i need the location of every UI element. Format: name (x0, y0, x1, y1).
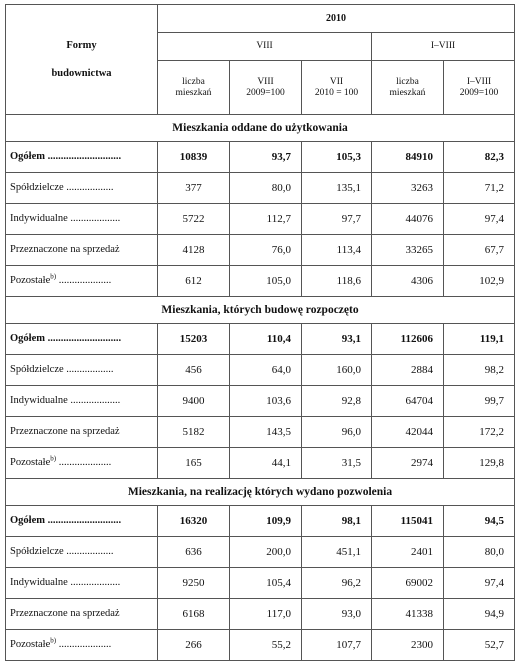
cell-value: 456 (158, 355, 230, 386)
cell-value: 2974 (372, 448, 444, 479)
section-title: Mieszkania oddane do użytkowania (6, 115, 515, 142)
footnote-marker: b) (50, 636, 57, 645)
col-header-count (158, 61, 230, 115)
row-label (6, 142, 158, 173)
cell-value: 93,1 (302, 324, 372, 355)
cell-value: 64704 (372, 386, 444, 417)
table-row (6, 448, 515, 479)
table-row (6, 630, 515, 661)
cell-value: 71,2 (444, 173, 515, 204)
row-label (6, 235, 158, 266)
row-header-line-2: budownictwa (51, 67, 112, 79)
cell-value: 41338 (372, 599, 444, 630)
row-label-text: Pozostałe (10, 457, 51, 468)
table-row (6, 568, 515, 599)
cell-value: 67,7 (444, 235, 515, 266)
cell-value: 69002 (372, 568, 444, 599)
cell-value: 135,1 (302, 173, 372, 204)
cell-value: 377 (158, 173, 230, 204)
cell-value: 42044 (372, 417, 444, 448)
year-header: 2010 (158, 5, 515, 33)
cell-value: 109,9 (230, 506, 302, 537)
row-label (6, 386, 158, 417)
table-row (6, 324, 515, 355)
cell-value: 129,8 (444, 448, 515, 479)
table-row (6, 599, 515, 630)
cell-value: 44,1 (230, 448, 302, 479)
row-label (6, 173, 158, 204)
cell-value: 80,0 (444, 537, 515, 568)
cell-value: 15203 (158, 324, 230, 355)
section-header-row (6, 297, 515, 324)
cell-value: 266 (158, 630, 230, 661)
cell-value: 112606 (372, 324, 444, 355)
cell-value: 76,0 (230, 235, 302, 266)
section-title: Mieszkania, których budowę rozpoczęto (6, 297, 515, 324)
row-label-text: Spółdzielcze .................. (10, 364, 114, 375)
cell-value: 94,5 (444, 506, 515, 537)
cell-value: 92,8 (302, 386, 372, 417)
cell-value: 82,3 (444, 142, 515, 173)
cell-value: 80,0 (230, 173, 302, 204)
row-label-text: Ogółem ............................ (10, 333, 122, 344)
row-header-cell (6, 5, 158, 115)
cell-value: 97,4 (444, 204, 515, 235)
cell-value: 96,0 (302, 417, 372, 448)
cell-value: 94,9 (444, 599, 515, 630)
cell-value: 6168 (158, 599, 230, 630)
row-label-leader: .................... (56, 639, 112, 650)
period-viii-header: VIII (158, 33, 372, 61)
col-header-vii-2010-line-1: VII (329, 76, 344, 87)
col-header-i-viii-2009-line-1: I–VIII (466, 76, 492, 87)
row-label (6, 324, 158, 355)
row-label (6, 417, 158, 448)
row-label-text: Przeznaczone na sprzedaż (10, 608, 120, 619)
row-label-text: Ogółem ............................ (10, 515, 122, 526)
cell-value: 98,1 (302, 506, 372, 537)
cell-value: 119,1 (444, 324, 515, 355)
cell-value: 110,4 (230, 324, 302, 355)
table-row (6, 204, 515, 235)
row-label (6, 568, 158, 599)
cell-value: 4306 (372, 266, 444, 297)
cell-value: 612 (158, 266, 230, 297)
col-header-count-b-line-1: liczba (396, 76, 419, 87)
table-row (6, 386, 515, 417)
table-row (6, 417, 515, 448)
cell-value: 97,7 (302, 204, 372, 235)
col-header-i-viii-2009 (444, 61, 515, 115)
cell-value: 84910 (372, 142, 444, 173)
col-header-count-b (372, 61, 444, 115)
row-label-text: Spółdzielcze .................. (10, 546, 114, 557)
row-label (6, 506, 158, 537)
section-header-row (6, 479, 515, 506)
cell-value: 2884 (372, 355, 444, 386)
row-label-text: Pozostałe (10, 639, 51, 650)
row-label (6, 204, 158, 235)
col-header-viii-2009-line-2: 2009=100 (246, 87, 285, 98)
cell-value: 5182 (158, 417, 230, 448)
row-label (6, 537, 158, 568)
table-row (6, 173, 515, 204)
cell-value: 112,7 (230, 204, 302, 235)
cell-value: 55,2 (230, 630, 302, 661)
cell-value: 165 (158, 448, 230, 479)
table-row (6, 537, 515, 568)
cell-value: 105,4 (230, 568, 302, 599)
cell-value: 160,0 (302, 355, 372, 386)
footnote-marker: b) (50, 272, 57, 281)
row-label-text: Indywidualne ................... (10, 577, 121, 588)
row-label-text: Indywidualne ................... (10, 395, 121, 406)
row-label-text: Ogółem ............................ (10, 151, 122, 162)
table-row (6, 142, 515, 173)
cell-value: 98,2 (444, 355, 515, 386)
row-label-text: Pozostałe (10, 275, 51, 286)
cell-value: 200,0 (230, 537, 302, 568)
cell-value: 115041 (372, 506, 444, 537)
cell-value: 52,7 (444, 630, 515, 661)
table-row (6, 355, 515, 386)
row-label (6, 630, 158, 661)
cell-value: 451,1 (302, 537, 372, 568)
row-label-text: Przeznaczone na sprzedaż (10, 426, 120, 437)
cell-value: 16320 (158, 506, 230, 537)
cell-value: 143,5 (230, 417, 302, 448)
table-row (6, 266, 515, 297)
cell-value: 64,0 (230, 355, 302, 386)
row-label (6, 599, 158, 630)
footnote-marker: b) (50, 454, 57, 463)
col-header-viii-2009-line-1: VIII (257, 76, 274, 87)
section-header-row (6, 115, 515, 142)
cell-value: 3263 (372, 173, 444, 204)
cell-value: 44076 (372, 204, 444, 235)
cell-value: 105,0 (230, 266, 302, 297)
cell-value: 96,2 (302, 568, 372, 599)
cell-value: 105,3 (302, 142, 372, 173)
cell-value: 636 (158, 537, 230, 568)
col-header-count-b-line-2: mieszkań (389, 87, 426, 98)
cell-value: 118,6 (302, 266, 372, 297)
cell-value: 5722 (158, 204, 230, 235)
cell-value: 97,4 (444, 568, 515, 599)
cell-value: 99,7 (444, 386, 515, 417)
cell-value: 4128 (158, 235, 230, 266)
cell-value: 9250 (158, 568, 230, 599)
row-label (6, 355, 158, 386)
row-label-text: Spółdzielcze .................. (10, 182, 114, 193)
cell-value: 9400 (158, 386, 230, 417)
col-header-count-line-2: mieszkań (175, 87, 212, 98)
cell-value: 102,9 (444, 266, 515, 297)
col-header-count-line-1: liczba (182, 76, 205, 87)
row-label-text: Przeznaczone na sprzedaż (10, 244, 120, 255)
row-label (6, 448, 158, 479)
col-header-viii-2009 (230, 61, 302, 115)
row-header-line-1: Formy (66, 39, 97, 51)
cell-value: 2401 (372, 537, 444, 568)
col-header-vii-2010-line-2: 2010 = 100 (314, 87, 359, 98)
cell-value: 103,6 (230, 386, 302, 417)
cell-value: 107,7 (302, 630, 372, 661)
row-label (6, 266, 158, 297)
row-label-text: Indywidualne ................... (10, 213, 121, 224)
section-title: Mieszkania, na realizację których wydano pozwolenia (6, 479, 515, 506)
period-i-viii-header: I–VIII (372, 33, 515, 61)
cell-value: 113,4 (302, 235, 372, 266)
row-label-leader: .................... (56, 275, 112, 286)
row-label-leader: .................... (56, 457, 112, 468)
cell-value: 10839 (158, 142, 230, 173)
cell-value: 33265 (372, 235, 444, 266)
cell-value: 31,5 (302, 448, 372, 479)
cell-value: 172,2 (444, 417, 515, 448)
cell-value: 2300 (372, 630, 444, 661)
col-header-i-viii-2009-line-2: 2009=100 (459, 87, 499, 98)
col-header-vii-2010 (302, 61, 372, 115)
table-row (6, 235, 515, 266)
table-row (6, 506, 515, 537)
cell-value: 117,0 (230, 599, 302, 630)
cell-value: 93,7 (230, 142, 302, 173)
statistics-table (5, 4, 515, 661)
cell-value: 93,0 (302, 599, 372, 630)
